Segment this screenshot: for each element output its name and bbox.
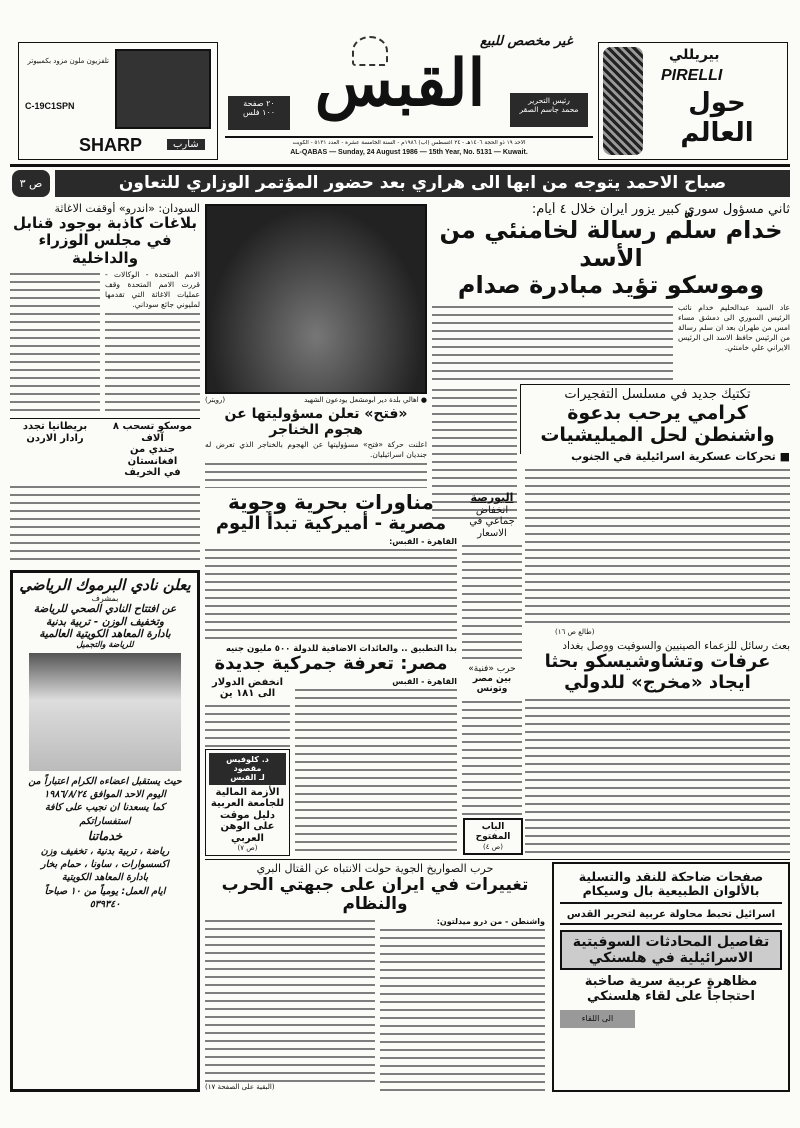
iran-dateline: واشنطن - من درو ميدلتون: [436,916,545,926]
fatah-body: اعلنت حركة «فتح» مسؤوليتها عن الهجوم بالخناجر الذي تعرض له جنديان اسرائيليان. [205,440,427,460]
column-author [209,753,286,785]
iran-kicker: حرب الصواريخ الجوية حولت الانتباه عن القتال البري [256,863,494,875]
open-door-title: الباب المفتوح [475,822,511,843]
column-ref: (ص ٧) [237,844,258,852]
arafat-headline-1: عرفات وتشاوشيسكو بحثا [544,651,771,672]
promo-item[interactable]: اسرائيل تحبط محاولة عربية لتحرير القدس [560,909,782,926]
moscow-headline-1: موسكو تسحب ٨ آلاف [112,421,193,444]
arafat-kicker: بعث رسائل للزعماء الصينيين والسوفيت ووصل بغداد [562,640,790,652]
exercise-bike-photo [29,653,181,771]
moscow-headline [105,421,200,479]
sharp-blurb: تلفزيون ملون مزود بكمبيوتر [27,57,109,65]
promo-item[interactable]: مظاهرة عربية سرية صاخبة احتجاجاً على لقاء هلسنكي [584,974,758,1005]
egypt-dateline: القاهرة - القبس [392,676,457,686]
bourse-headline: انخفاض جماعي في الاسعار [469,504,515,539]
sudan-story [10,202,200,416]
dollar-body [205,702,290,747]
photo-credit: (رويتر) [205,396,226,404]
sudan-kicker: السودان: «اندرو» أوقفت الاغاثة [54,202,200,215]
sharp-logo-ar: شارب [167,139,205,150]
sharp-ad [18,42,218,160]
editor-box [510,93,588,127]
club-ad-line: استفساراتكم [79,815,131,827]
club-ad-line: اليوم الاحد الموافق ١٩٨٦/٨/٢٤ [44,789,166,801]
karami-body [525,466,790,628]
divider [225,136,593,138]
editor-name: محمد جاسم الصقر [519,105,579,114]
tire-image [603,47,643,155]
iran-story [205,863,545,1091]
exercises-dateline: القاهرة - القبس: [389,536,457,546]
promo-item[interactable]: تفاصيل المحادثات السوفيتية الاسرائيلية في هلسنكي [560,930,782,970]
club-ad-line: خدماتنا [87,829,123,843]
promo-item[interactable]: صفحات ضاحكة للنقد والتسلية بالألوان الطبيعية بال وسيكام [560,870,782,904]
egypt-headline: مصر: تعرفة جمركية جديدة [214,653,448,674]
karami-subhead: ■ تحركات عسكرية اسرائيلية في الجنوب [571,449,790,463]
egypt-kicker: بدأ التطبيق .. والعائدات الاضافية للدولة ٥٠٠ مليون جنيه [225,644,457,654]
promo-panel [552,862,790,1092]
tunis-body [462,698,522,816]
exercises-body [205,546,457,641]
open-door-ref: (ص ٤) [483,842,503,851]
britain-headline-1: بريطانيا تجدد [22,421,88,432]
photo-caption: ● اهالي بلدة دير ابومشعل يودعون الشهيد [304,396,427,404]
sudan-body: الامم المتحدة - الوكالات - قررت الامم المتحدة وقف عمليات الاغاثة التي تقدمها لمليوني جائع سوداني. [105,269,200,310]
club-ad-line: وتخفيف الوزن - تربية بدنية [45,615,164,628]
arafat-headline-2: ايجاد «مخرج» للدولي [564,671,751,693]
britain-headline [10,421,100,444]
club-ad-line: رياضة ، تربية بدنية ، تخفيف وزن [40,845,170,857]
pirelli-ad [598,42,788,160]
karami-story [525,388,790,636]
not-for-sale-label: غير مخصص للبيع [480,34,573,49]
club-ad-sponsor: بمشرف [91,594,119,604]
masthead-logo: القبس [314,46,486,121]
bourse-column [462,492,522,816]
club-ad-lines [17,603,193,648]
pirelli-logo-ar: بيريللي [669,47,720,63]
dollar-headline [205,677,290,700]
divider [10,418,200,419]
page-count-text: ٢٠ صفحة [243,99,275,108]
karami-kicker: تكتيك جديد في مسلسل التفجيرات [564,388,751,402]
sharp-logo: SHARP [79,135,143,155]
club-ad [10,570,200,1092]
egypt-story [205,644,457,856]
egypt-body [295,686,457,856]
arafat-story [525,640,790,854]
moscow-headline-2: جندي من افغانستان [127,444,178,467]
karami-ref: (طالع ص ١٦) [555,628,595,636]
banner-headline: صباح الاحمد يتوجه من ابها الى هراري بعد حضور المؤتمر الوزاري للتعاون [55,170,790,197]
news-photo [205,204,427,394]
divider [205,859,790,860]
lead-headline-1: خدام سلّم رسالة لخامنئي من الأسد [439,216,783,272]
arafat-body [525,696,790,854]
sudan-body-columns [105,310,200,416]
tv-image [115,49,211,129]
pirelli-slogan: حول العالم [680,88,754,148]
club-ad-line: عن افتتاح النادي الصحي للرياضة [33,603,177,616]
column-author-name: د. كلوفيس مقصود [226,754,269,774]
iran-body [380,926,545,1091]
sharp-model: C-19C1SPN [25,101,75,111]
footer-tag: الى اللقاء [560,1010,635,1028]
date-line-ar: الاحد ١٩ ذو الحجة ١٤٠٦هـ - ٢٤ اغسطس (آب) ١٩٨٦م - السنة الخامسة عشرة - العدد ٥١٣١ - الكويت [292,140,526,146]
exercises-headline-2: مصرية - أميركية تبدأ اليوم [215,513,447,534]
fatah-body-columns [205,460,427,488]
lead-headline-2: وموسكو تؤيد مبادرة صدام [457,271,765,300]
open-door-box[interactable] [463,818,523,855]
club-ad-line: بادارة المعاهد الكويتية [61,872,149,884]
lead-story [432,202,790,382]
date-line-en: AL-QABAS — Sunday, 24 August 1986 — 15th Year, No. 5131 — Kuwait. [290,149,528,156]
karami-headline-2: واشنطن لحل الميليشيات [540,423,775,446]
brief-body [10,483,200,567]
banner-page-ref: ص ٣ [12,170,50,197]
club-ad-line: حيث يستقبل اعضاءه الكرام اعتباراً من [28,775,182,787]
exercises-story [205,491,457,641]
briefs [10,421,200,566]
column-outlet: لـ القبس [230,773,265,783]
bourse-body [462,542,522,660]
exercises-headline-1: مناورات بحرية وجوية [228,491,434,514]
tunis-headline: بين مصر وتونس [472,673,512,695]
lead-body-columns [432,303,673,382]
column-title: الأزمة المالية للجامعة العربية دليل موقت على الوهن العربي [210,786,285,844]
pirelli-logo: PIRELLI [661,67,723,84]
column-box [205,749,290,856]
club-ad-line: اكسسوارات ، ساونا ، حمام بخار [41,859,169,871]
tunis-kicker: حرب «فنية» [468,663,516,674]
dollar-headline-2: الى ١٨١ ين [219,688,276,700]
iran-headline: تغييرات في ايران على جبهتي الحرب والنظام [221,874,529,915]
club-ad-line: ايام العمل: يومياً من ١٠ صباحاً [44,885,166,897]
moscow-headline-3: في الخريف [124,467,181,478]
sudan-headline: بلاغات كاذبة بوجود قنابل في مجلس الوزراء والداخلية [13,214,197,267]
page-count [228,96,290,130]
britain-headline-2: رادار الاردن [26,432,84,444]
iran-ref: (البقية على الصفحة ١٧) [205,1083,275,1091]
divider [10,164,790,167]
lead-body: عاد السيد عبدالحليم خدام نائب الرئيس السوري الى دمشق مساء امس من طهران بعد ان سلم رسالة من الرئيس حافظ الاسد الى الرئيس الايراني علي خامنئي. [678,302,790,353]
photo-story [205,204,427,488]
club-ad-line: كما يسعدنا ان نجيب على كافة [44,802,166,814]
lead-kicker: ثاني مسؤول سوري كبير يزور ايران خلال ٤ أيام: [531,202,790,217]
fatah-headline: «فتح» تعلن مسؤوليتها عن هجوم الخناجر [224,406,408,439]
editor-label: رئيس التحرير [528,96,570,105]
sudan-body-columns [10,270,100,416]
club-ad-line: للرياضة والتجميل [76,639,134,649]
dollar-headline-1: انخفض الدولار [211,676,284,688]
club-ad-phone: ٥٣٩٣٤٠ [89,898,121,910]
bourse-label: البورصة [470,492,514,504]
club-ad-line: بادارة المعاهد الكويتية العالمية [39,627,171,640]
karami-headline-1: كرامي يرحب بدعوة [567,401,748,424]
club-ad-details [17,775,193,911]
price-text: ١٠٠ فلس [242,108,276,117]
club-ad-intro: يعلن نادي البرموك الرياضي [19,576,191,594]
iran-body [205,917,375,1083]
